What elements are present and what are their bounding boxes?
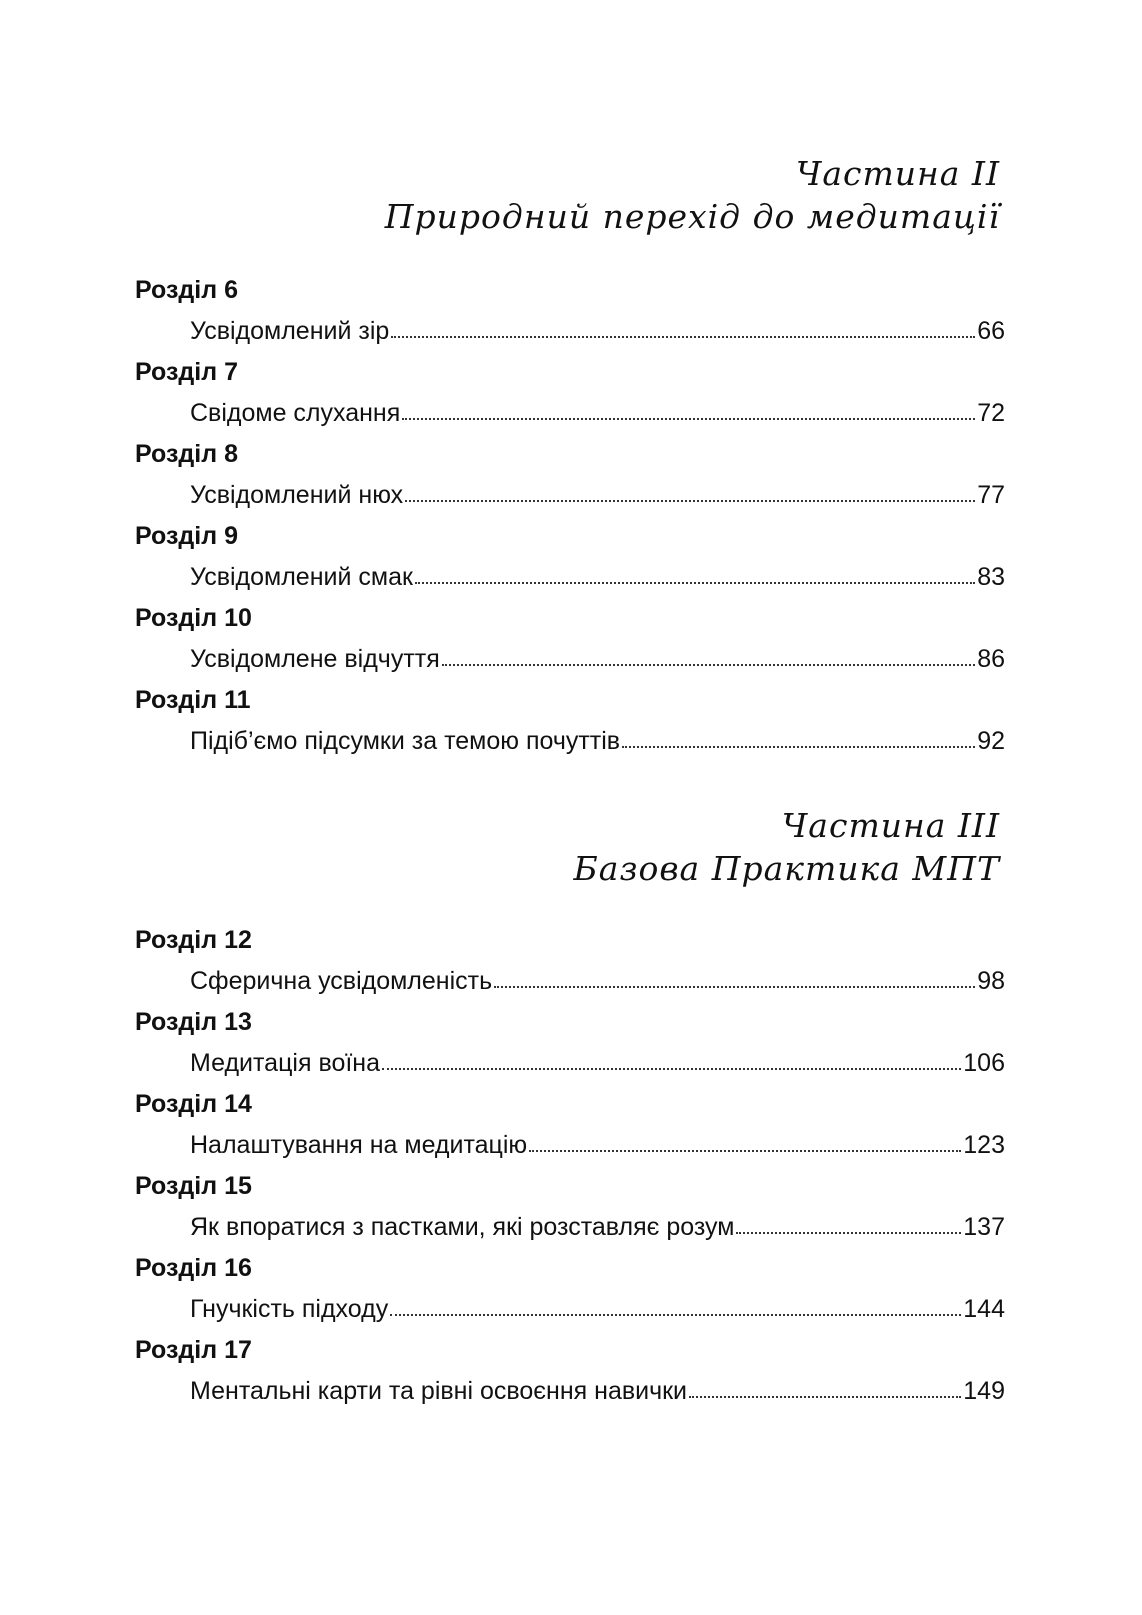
toc-entry[interactable] [190, 720, 1005, 762]
toc-group [135, 598, 1005, 680]
toc-entry[interactable] [190, 638, 1005, 680]
chapter-label: Розділ 16 [135, 1254, 252, 1282]
chapter-label: Розділ 7 [135, 358, 238, 386]
dot-leader [736, 1231, 961, 1234]
page-number: 144 [963, 1295, 1005, 1323]
part-ii-heading [385, 152, 1000, 238]
entry-title: Усвідомлений смак [190, 563, 413, 591]
toc-group [135, 516, 1005, 598]
toc-group [135, 1330, 1005, 1412]
part-label: Частина III [781, 806, 1000, 845]
toc-group [135, 1166, 1005, 1248]
page-number: 92 [977, 727, 1005, 755]
toc-group [135, 1248, 1005, 1330]
toc-entry[interactable] [190, 310, 1005, 352]
dot-leader [390, 1313, 961, 1316]
page-number: 123 [963, 1131, 1005, 1159]
dot-leader [442, 663, 975, 666]
dot-leader [622, 745, 975, 748]
entry-title: Усвідомлений зір [190, 317, 390, 345]
toc-group [135, 434, 1005, 516]
toc-group [135, 1084, 1005, 1166]
dot-leader [382, 1067, 961, 1070]
entry-title: Свідоме слухання [190, 399, 401, 427]
toc-entry[interactable] [190, 1124, 1005, 1166]
toc-entry[interactable] [190, 556, 1005, 598]
dot-leader [402, 417, 975, 420]
chapter-label: Розділ 17 [135, 1336, 252, 1364]
chapter-label: Розділ 10 [135, 604, 252, 632]
entry-title: Сферична усвідомленість [190, 967, 493, 995]
toc-entry[interactable] [190, 960, 1005, 1002]
toc-group [135, 1002, 1005, 1084]
toc-entry[interactable] [190, 474, 1005, 516]
chapter-label: Розділ 13 [135, 1008, 252, 1036]
dot-leader [689, 1395, 961, 1398]
chapter-label: Розділ 6 [135, 276, 238, 304]
dot-leader [494, 985, 975, 988]
entry-title: Усвідомлений нюх [190, 481, 404, 509]
entry-title: Гнучкість підходу [190, 1295, 389, 1323]
toc-group [135, 920, 1005, 1002]
toc-entry[interactable] [190, 392, 1005, 434]
page-number: 149 [963, 1377, 1005, 1405]
toc-entry[interactable] [190, 1288, 1005, 1330]
entry-title: Як впоратися з пастками, які розставляє розум [190, 1213, 735, 1241]
page-number: 72 [977, 399, 1005, 427]
toc-group [135, 352, 1005, 434]
dot-leader [405, 499, 975, 502]
chapter-label: Розділ 8 [135, 440, 238, 468]
toc-part-iii [135, 920, 1005, 1412]
page-number: 83 [977, 563, 1005, 591]
entry-title: Налаштування на медитацію [190, 1131, 528, 1159]
chapter-label: Розділ 12 [135, 926, 252, 954]
part-label: Частина II [795, 154, 1000, 193]
page-number: 137 [963, 1213, 1005, 1241]
toc-entry[interactable] [190, 1042, 1005, 1084]
page-number: 77 [977, 481, 1005, 509]
dot-leader [391, 335, 975, 338]
entry-title: Медитація воїна [190, 1049, 381, 1077]
chapter-label: Розділ 14 [135, 1090, 252, 1118]
part-iii-heading [574, 804, 1000, 890]
entry-title: Ментальні карти та рівні освоєння навички [190, 1377, 688, 1405]
page-number: 106 [963, 1049, 1005, 1077]
chapter-label: Розділ 11 [135, 686, 251, 714]
page-number: 66 [977, 317, 1005, 345]
chapter-label: Розділ 9 [135, 522, 238, 550]
entry-title: Усвідомлене відчуття [190, 645, 440, 673]
toc-group [135, 270, 1005, 352]
entry-title: Підіб’ємо підсумки за темою почуттів [190, 727, 621, 755]
part-title: Природний перехід до медитації [384, 197, 1000, 236]
dot-leader [529, 1149, 961, 1152]
page-number: 86 [977, 645, 1005, 673]
chapter-label: Розділ 15 [135, 1172, 252, 1200]
toc-part-ii [135, 270, 1005, 762]
toc-entry[interactable] [190, 1370, 1005, 1412]
page-number: 98 [977, 967, 1005, 995]
part-title: Базова Практика МПТ [573, 849, 1000, 888]
toc-entry[interactable] [190, 1206, 1005, 1248]
toc-group [135, 680, 1005, 762]
dot-leader [415, 581, 975, 584]
